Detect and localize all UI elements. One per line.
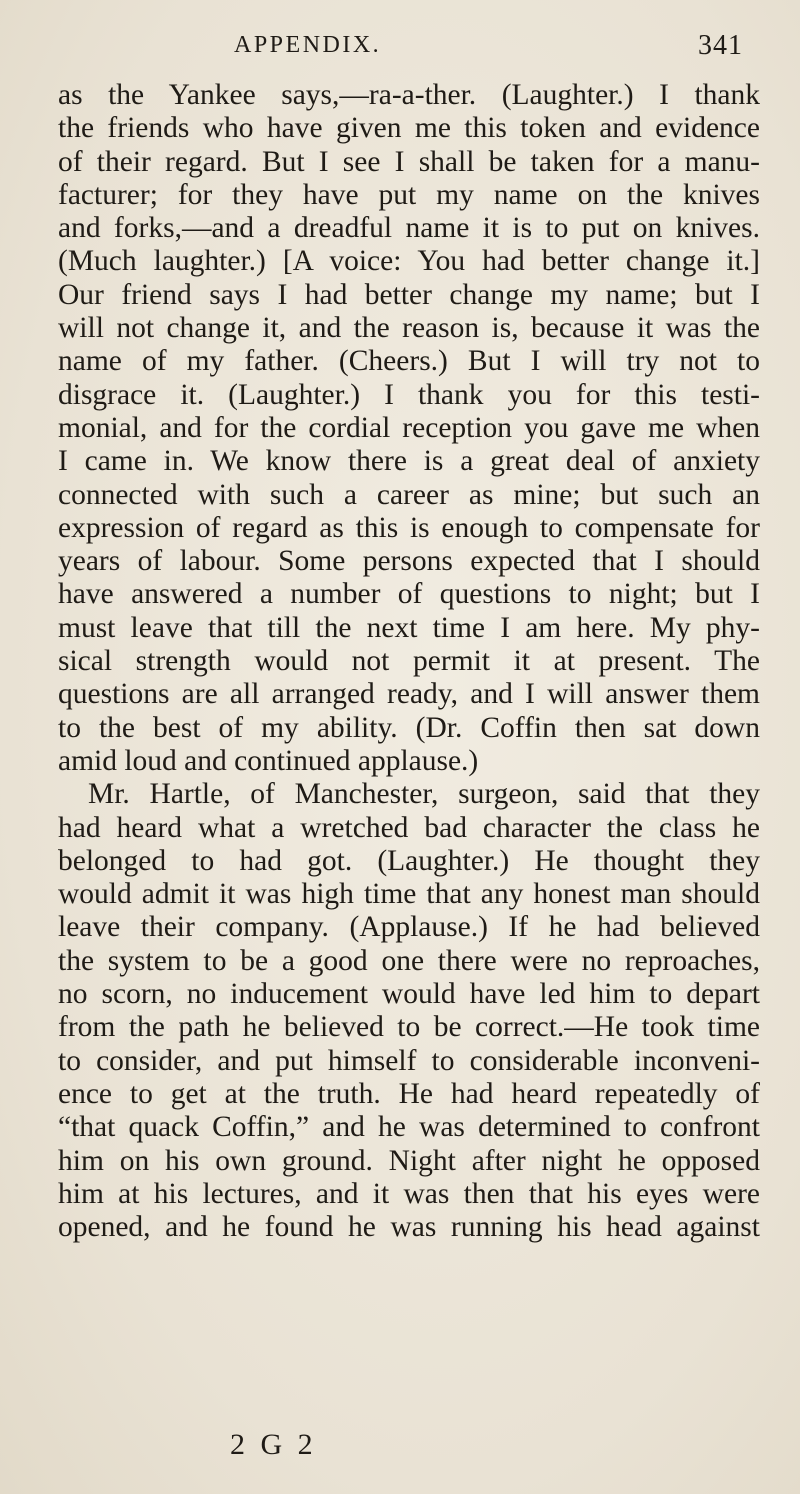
text-line: no scorn, no inducement would have led him to depart bbox=[58, 978, 760, 1011]
text-line: leave their company. (Applause.) If he had believed bbox=[58, 911, 760, 944]
text-line: connected with such a career as mine; but such an bbox=[58, 478, 760, 511]
text-line: years of labour. Some persons expected that I should bbox=[58, 545, 760, 578]
text-line: expression of regard as this is enough to compensate for bbox=[58, 511, 760, 544]
text-line: sical strength would not permit it at present. The bbox=[58, 645, 760, 678]
text-line: facturer; for they have put my name on the knives bbox=[58, 178, 760, 211]
text-line: belonged to had got. (Laughter.) He thought they bbox=[58, 844, 760, 877]
text-line: the system to be a good one there were no reproaches, bbox=[58, 944, 760, 977]
text-line: opened, and he found he was running his head against bbox=[58, 1211, 760, 1244]
text-line: questions are all arranged ready, and I will answer them bbox=[58, 678, 760, 711]
text-line: must leave that till the next time I am here. My phy- bbox=[58, 611, 760, 644]
text-line: have answered a number of questions to night; but I bbox=[58, 578, 760, 611]
text-line: amid loud and continued applause.) bbox=[58, 744, 479, 777]
text-line: name of my father. (Cheers.) But I will try not to bbox=[58, 345, 760, 378]
text-line: Our friend says I had better change my name; but I bbox=[58, 278, 760, 311]
signature-mark: 2 G 2 bbox=[230, 1428, 317, 1461]
text-line: I came in. We know there is a great deal of anxiety bbox=[58, 445, 760, 478]
text-line: ence to get at the truth. He had heard repeatedly of bbox=[58, 1077, 760, 1110]
text-line: the friends who have given me this token and evidence bbox=[58, 112, 760, 145]
text-line: as the Yankee says,—ra-a-ther. (Laughter.) I thank bbox=[58, 79, 760, 111]
text-line: from the path he believed to be correct.—He took time bbox=[58, 1011, 760, 1044]
text-line: of their regard. But I see I shall be taken for a manu- bbox=[58, 145, 760, 178]
running-head bbox=[0, 30, 800, 70]
running-title: APPENDIX. bbox=[234, 32, 382, 58]
page-number: 341 bbox=[698, 30, 743, 61]
text-line: will not change it, and the reason is, because it was the bbox=[58, 312, 760, 345]
text-line: would admit it was high time that any honest man should bbox=[58, 878, 760, 911]
body-text bbox=[58, 79, 760, 1244]
text-line: him on his own ground. Night after night he opposed bbox=[58, 1144, 760, 1177]
text-line: disgrace it. (Laughter.) I thank you for this testi- bbox=[58, 378, 760, 411]
text-line: and forks,—and a dreadful name it is to put on knives. bbox=[58, 212, 760, 245]
text-line: had heard what a wretched bad character the class he bbox=[58, 811, 760, 844]
text-line: him at his lectures, and it was then that his eyes were bbox=[58, 1177, 760, 1210]
text-line: “that quack Coffin,” and he was determined to confront bbox=[58, 1111, 760, 1144]
text-line: Mr. Hartle, of Manchester, surgeon, said that they bbox=[88, 778, 760, 811]
text-line: monial, and for the cordial reception you gave me when bbox=[58, 411, 760, 444]
text-line: (Much laughter.) [A voice: You had better change it.] bbox=[58, 245, 760, 278]
text-line: to consider, and put himself to considerable inconveni- bbox=[58, 1044, 760, 1077]
text-line: to the best of my ability. (Dr. Coffin then sat down bbox=[58, 711, 760, 744]
